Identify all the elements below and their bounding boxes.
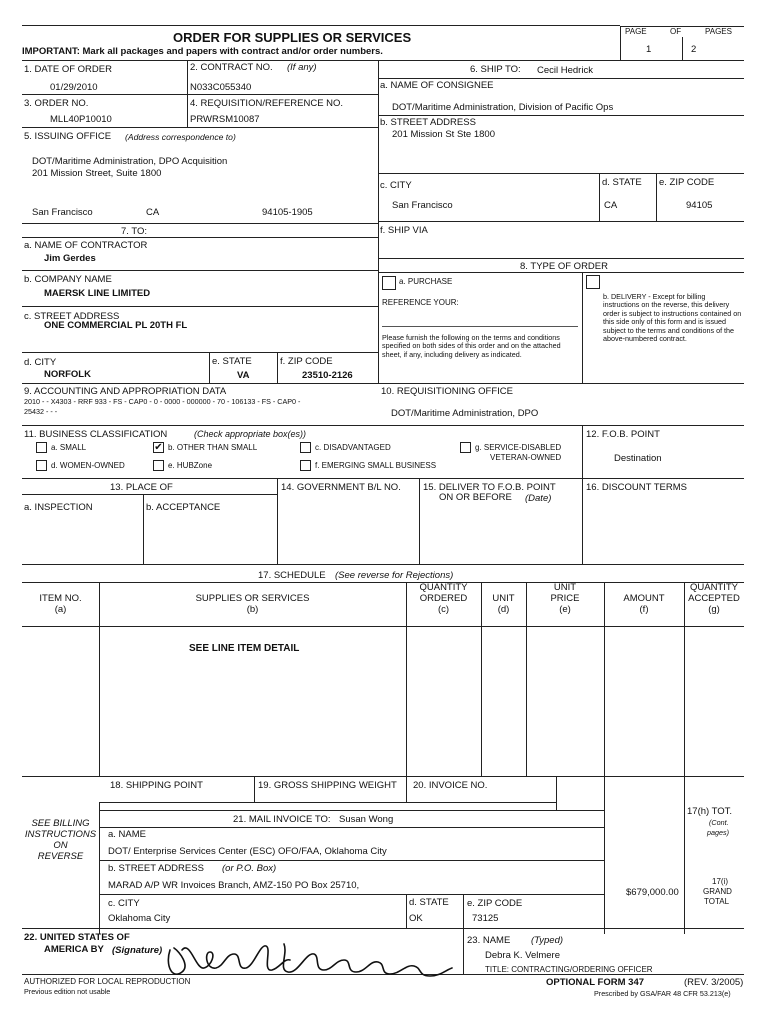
rule xyxy=(22,352,378,353)
deliver-to-label: 15. DELIVER TO F.O.B. POINT xyxy=(423,482,556,493)
ship-city-label: c. CITY xyxy=(380,180,412,191)
col-amount-sub: (f) xyxy=(639,604,649,615)
col-supplies-header: SUPPLIES OR SERVICES xyxy=(195,593,310,604)
rule xyxy=(22,60,744,61)
form-title: ORDER FOR SUPPLIES OR SERVICES xyxy=(173,30,412,45)
issuing-office-zip[interactable]: 94105-1905 xyxy=(262,207,313,218)
col-price-sub: (e) xyxy=(559,604,571,615)
fob-point-value[interactable]: Destination xyxy=(614,453,662,464)
rule xyxy=(277,352,278,383)
schedule-note: (See reverse for Rejections) xyxy=(335,570,454,581)
date-of-order-value[interactable]: 01/29/2010 xyxy=(50,82,98,93)
line-item-detail[interactable]: SEE LINE ITEM DETAIL xyxy=(189,643,300,654)
women-owned-label: d. WOMEN-OWNED xyxy=(51,461,125,470)
invoice-state-value[interactable]: OK xyxy=(409,913,423,924)
accounting-label: 9. ACCOUNTING AND APPROPRIATION DATA xyxy=(24,386,227,397)
purchase-checkbox[interactable] xyxy=(382,276,396,290)
small-checkbox[interactable] xyxy=(36,442,47,453)
ship-zip-label: e. ZIP CODE xyxy=(659,177,715,188)
total-17h-note2: pages) xyxy=(707,828,729,837)
invoice-zip-value[interactable]: 73125 xyxy=(472,913,499,924)
gov-bl-label: 14. GOVERNMENT B/L NO. xyxy=(281,482,401,493)
issuing-office-state[interactable]: CA xyxy=(146,207,160,218)
contract-no-note: (If any) xyxy=(287,62,317,73)
inspection-label: a. INSPECTION xyxy=(24,502,93,513)
important-note: IMPORTANT: Mark all packages and papers with contract and/or order numbers. xyxy=(22,46,383,57)
pages-label: PAGES xyxy=(705,27,732,36)
officer-title[interactable]: TITLE: CONTRACTING/ORDERING OFFICER xyxy=(485,965,653,974)
rule xyxy=(22,564,744,565)
shipping-point-label: 18. SHIPPING POINT xyxy=(110,780,203,791)
ship-street-label: b. STREET ADDRESS xyxy=(380,117,476,128)
issuing-office-city[interactable]: San Francisco xyxy=(32,207,93,218)
rule xyxy=(22,478,744,479)
business-class-label: 11. BUSINESS CLASSIFICATION xyxy=(24,429,168,440)
invoice-no-label: 20. INVOICE NO. xyxy=(413,780,488,791)
rule xyxy=(604,582,605,934)
billing-note-3: ON xyxy=(53,840,68,851)
rule xyxy=(22,776,744,777)
col-unit-sub: (d) xyxy=(497,604,510,615)
invoice-state-label: d. STATE xyxy=(409,897,449,908)
col-qty-header-2: ORDERED xyxy=(419,593,468,604)
rule xyxy=(22,582,744,583)
rule xyxy=(599,173,600,221)
rule xyxy=(22,270,378,271)
form-revision: (REV. 3/2005) xyxy=(684,977,744,988)
rule xyxy=(406,776,407,802)
sdvo-label-line1: g. SERVICE-DISABLED xyxy=(475,443,562,452)
acceptance-label: b. ACCEPTANCE xyxy=(146,502,221,513)
col-item-header: ITEM NO. xyxy=(39,593,82,604)
col-amount-header: AMOUNT xyxy=(623,593,665,604)
invoice-street-note: (or P.O. Box) xyxy=(222,863,277,874)
rule xyxy=(378,173,744,174)
zip-value[interactable]: 23510-2126 xyxy=(302,370,353,381)
rule xyxy=(378,258,744,259)
disadvantaged-label: c. DISADVANTAGED xyxy=(315,443,391,452)
state-value[interactable]: VA xyxy=(237,370,250,381)
issuing-office-line1[interactable]: DOT/Maritime Administration, DPO Acquisition xyxy=(32,156,228,167)
rule xyxy=(99,802,100,934)
of-label: OF xyxy=(670,27,682,36)
col-price-header-2: PRICE xyxy=(550,593,580,604)
ship-zip-value[interactable]: 94105 xyxy=(686,200,713,211)
rule xyxy=(582,425,583,478)
signature-image xyxy=(160,930,460,990)
delivery-checkbox[interactable] xyxy=(586,275,600,289)
rule xyxy=(22,127,378,128)
rule xyxy=(22,223,378,224)
ship-state-label: d. STATE xyxy=(602,177,642,188)
authorized-text: AUTHORIZED FOR LOCAL REPRODUCTION xyxy=(24,977,191,986)
grand-total-label-2: GRAND xyxy=(703,887,732,896)
ship-to-label: 6. SHIP TO: xyxy=(470,64,521,75)
rule xyxy=(582,272,583,383)
hubzone-label: e. HUBZone xyxy=(168,461,213,470)
company-label: b. COMPANY NAME xyxy=(24,274,112,285)
accounting-line2[interactable]: 25432 - - - xyxy=(24,407,58,416)
rule xyxy=(22,237,378,238)
usa-by-label-1: 22. UNITED STATES OF xyxy=(24,932,130,943)
deliver-date-note: (Date) xyxy=(525,493,552,504)
ship-to-value[interactable]: Cecil Hedrick xyxy=(537,65,593,76)
contractor-label: a. NAME OF CONTRACTOR xyxy=(24,240,148,251)
mail-invoice-value[interactable]: Susan Wong xyxy=(339,814,394,825)
sdvo-label-line2: VETERAN-OWNED xyxy=(490,453,562,462)
reference-label: REFERENCE YOUR: xyxy=(382,298,459,307)
rule xyxy=(22,494,277,495)
contractor-value[interactable]: Jim Gerdes xyxy=(44,253,96,264)
prescribed-text: Prescribed by GSA/FAR 48 CFR 53.213(e) xyxy=(594,989,731,998)
rule xyxy=(22,383,744,384)
rule xyxy=(620,26,621,60)
rule xyxy=(378,272,744,273)
rule xyxy=(463,928,464,974)
rule xyxy=(682,37,683,60)
schedule-title: 17. SCHEDULE xyxy=(258,570,326,581)
col-price-header-1: UNIT xyxy=(553,582,577,593)
rule xyxy=(99,860,604,861)
company-value[interactable]: MAERSK LINE LIMITED xyxy=(44,288,151,299)
invoice-name-label: a. NAME xyxy=(108,829,147,840)
signature-note: (Signature) xyxy=(112,945,163,956)
rule xyxy=(22,928,744,929)
rule xyxy=(463,894,464,928)
mail-invoice-label: 21. MAIL INVOICE TO: xyxy=(233,814,331,825)
grand-total-amount[interactable]: $679,000.00 xyxy=(626,887,679,898)
rule xyxy=(378,115,744,116)
rule xyxy=(99,894,604,895)
other-than-small-checkbox[interactable]: ✔ xyxy=(154,442,163,453)
rule xyxy=(378,60,379,384)
col-accepted-header-1: QUANTITY xyxy=(689,582,739,593)
total-17h-note1: (Cont. xyxy=(709,818,729,827)
consignee-label: a. NAME OF CONSIGNEE xyxy=(380,80,494,91)
rule xyxy=(209,352,210,383)
col-qty-header-1: QUANTITY xyxy=(419,582,468,593)
contract-no-label: 2. CONTRACT NO. xyxy=(190,62,273,73)
requisition-no-label: 4. REQUISITION/REFERENCE NO. xyxy=(190,98,344,109)
col-item-sub: (a) xyxy=(54,604,67,615)
small-label: a. SMALL xyxy=(51,443,87,452)
purchase-text: Please furnish the following on the terms and conditions specified on both sides of this order and on the attached sheet, if any, including delivery as indicated. xyxy=(382,333,561,359)
previous-edition-text: Previous edition not usable xyxy=(24,987,111,996)
col-accepted-header-2: ACCEPTED xyxy=(688,593,740,604)
issuing-office-line2[interactable]: 201 Mission Street, Suite 1800 xyxy=(32,168,162,179)
other-than-small-label: b. OTHER THAN SMALL xyxy=(168,443,258,452)
rule xyxy=(254,776,255,802)
rule xyxy=(419,478,420,564)
requisitioning-office-label: 10. REQUISITIONING OFFICE xyxy=(381,386,513,397)
business-class-note: (Check appropriate box(es)) xyxy=(194,429,307,439)
reference-line xyxy=(382,326,578,327)
col-accepted-sub: (g) xyxy=(708,604,720,615)
women-owned-checkbox[interactable] xyxy=(36,460,47,471)
form-number: OPTIONAL FORM 347 xyxy=(546,977,645,988)
grand-total-label-1: 17(i) xyxy=(712,877,729,886)
order-no-value[interactable]: MLL40P10010 xyxy=(50,114,112,125)
typed-name-value[interactable]: Debra K. Velmere xyxy=(485,950,560,961)
order-no-label: 3. ORDER NO. xyxy=(24,98,89,109)
delivery-text: b. DELIVERY - Except for billing instructions on the reverse, this delivery order is subject to instructions contained on this side only of this form and is issued subject to the terms and conditions of the above-numbered contract. xyxy=(603,292,742,344)
invoice-name-value[interactable]: DOT/ Enterprise Services Center (ESC) OFO/FAA, Oklahoma City xyxy=(108,846,387,857)
zip-label: f. ZIP CODE xyxy=(280,356,333,367)
contract-no-value[interactable]: N033C055340 xyxy=(190,82,252,93)
col-unit-header: UNIT xyxy=(492,593,515,604)
rule xyxy=(99,827,604,828)
rule xyxy=(406,894,407,928)
rule xyxy=(684,582,685,934)
page-label: PAGE xyxy=(625,27,647,36)
city-label: d. CITY xyxy=(24,357,57,368)
rule xyxy=(22,626,744,627)
ship-city-value[interactable]: San Francisco xyxy=(392,200,453,211)
emerging-checkbox[interactable] xyxy=(300,460,311,471)
on-or-before-label: ON OR BEFORE xyxy=(439,492,512,503)
state-label: e. STATE xyxy=(212,356,252,367)
rule xyxy=(556,776,557,810)
disadvantaged-checkbox[interactable] xyxy=(300,442,311,453)
billing-note-1: SEE BILLING xyxy=(31,818,90,829)
to-label: 7. TO: xyxy=(121,226,148,237)
issuing-office-note: (Address correspondence to) xyxy=(125,132,236,142)
invoice-street-value[interactable]: MARAD A/P WR Invoices Branch, AMZ-150 PO Box 25710, xyxy=(108,880,360,891)
rule xyxy=(582,478,583,564)
type-of-order-label: 8. TYPE OF ORDER xyxy=(520,261,608,272)
place-of-label: 13. PLACE OF xyxy=(110,482,173,493)
accounting-line1[interactable]: 2010 - - X4303 - RRF 933 - FS - CAP0 - 0 - 0000 - 000000 - 70 - 106133 - FS - CAP0 - xyxy=(24,397,301,406)
gross-weight-label: 19. GROSS SHIPPING WEIGHT xyxy=(258,780,397,791)
total-17h-label: 17(h) TOT. xyxy=(687,806,733,817)
invoice-city-label: c. CITY xyxy=(108,898,140,909)
requisitioning-office-value[interactable]: DOT/Maritime Administration, DPO xyxy=(391,408,539,419)
discount-terms-label: 16. DISCOUNT TERMS xyxy=(586,482,688,493)
ship-state-value[interactable]: CA xyxy=(604,200,618,211)
typed-name-label: 23. NAME xyxy=(467,935,511,946)
typed-name-note: (Typed) xyxy=(531,935,564,946)
rule xyxy=(378,78,744,79)
page-count: 2 xyxy=(691,44,697,55)
fob-point-label: 12. F.O.B. POINT xyxy=(586,429,660,440)
rule xyxy=(99,810,604,811)
sdvo-checkbox[interactable] xyxy=(460,442,471,453)
consignee-value[interactable]: DOT/Maritime Administration, Division of Pacific Ops xyxy=(392,102,614,113)
emerging-label: f. EMERGING SMALL BUSINESS xyxy=(315,461,437,470)
page-number: 1 xyxy=(646,44,652,55)
rule xyxy=(22,306,378,307)
ship-via-label: f. SHIP VIA xyxy=(380,225,428,236)
street-value[interactable]: ONE COMMERCIAL PL 20TH FL xyxy=(44,320,188,331)
invoice-city-value[interactable]: Oklahoma City xyxy=(108,913,171,924)
date-of-order-label: 1. DATE OF ORDER xyxy=(24,64,112,75)
col-supplies-sub: (b) xyxy=(246,604,259,615)
usa-by-label-2: AMERICA BY xyxy=(44,944,104,955)
invoice-zip-label: e. ZIP CODE xyxy=(467,898,523,909)
rule xyxy=(143,494,144,564)
requisition-no-value[interactable]: PRWRSM10087 xyxy=(190,114,260,125)
street-label: c. STREET ADDRESS xyxy=(24,311,120,322)
grand-total-label-3: TOTAL xyxy=(704,897,730,906)
billing-note-4: REVERSE xyxy=(37,851,84,862)
rule xyxy=(277,478,278,564)
ship-street-value[interactable]: 201 Mission St Ste 1800 xyxy=(392,129,495,140)
invoice-street-label: b. STREET ADDRESS xyxy=(108,863,204,874)
purchase-label: a. PURCHASE xyxy=(399,277,453,286)
rule xyxy=(99,802,556,803)
hubzone-checkbox[interactable] xyxy=(153,460,164,471)
rule xyxy=(378,221,744,222)
rule xyxy=(22,25,620,26)
rule xyxy=(22,425,744,426)
rule xyxy=(656,173,657,221)
city-value[interactable]: NORFOLK xyxy=(44,369,91,380)
billing-note-2: INSTRUCTIONS xyxy=(24,829,97,840)
issuing-office-label: 5. ISSUING OFFICE xyxy=(24,131,112,142)
col-qty-sub: (c) xyxy=(437,604,450,615)
rule xyxy=(22,94,378,95)
